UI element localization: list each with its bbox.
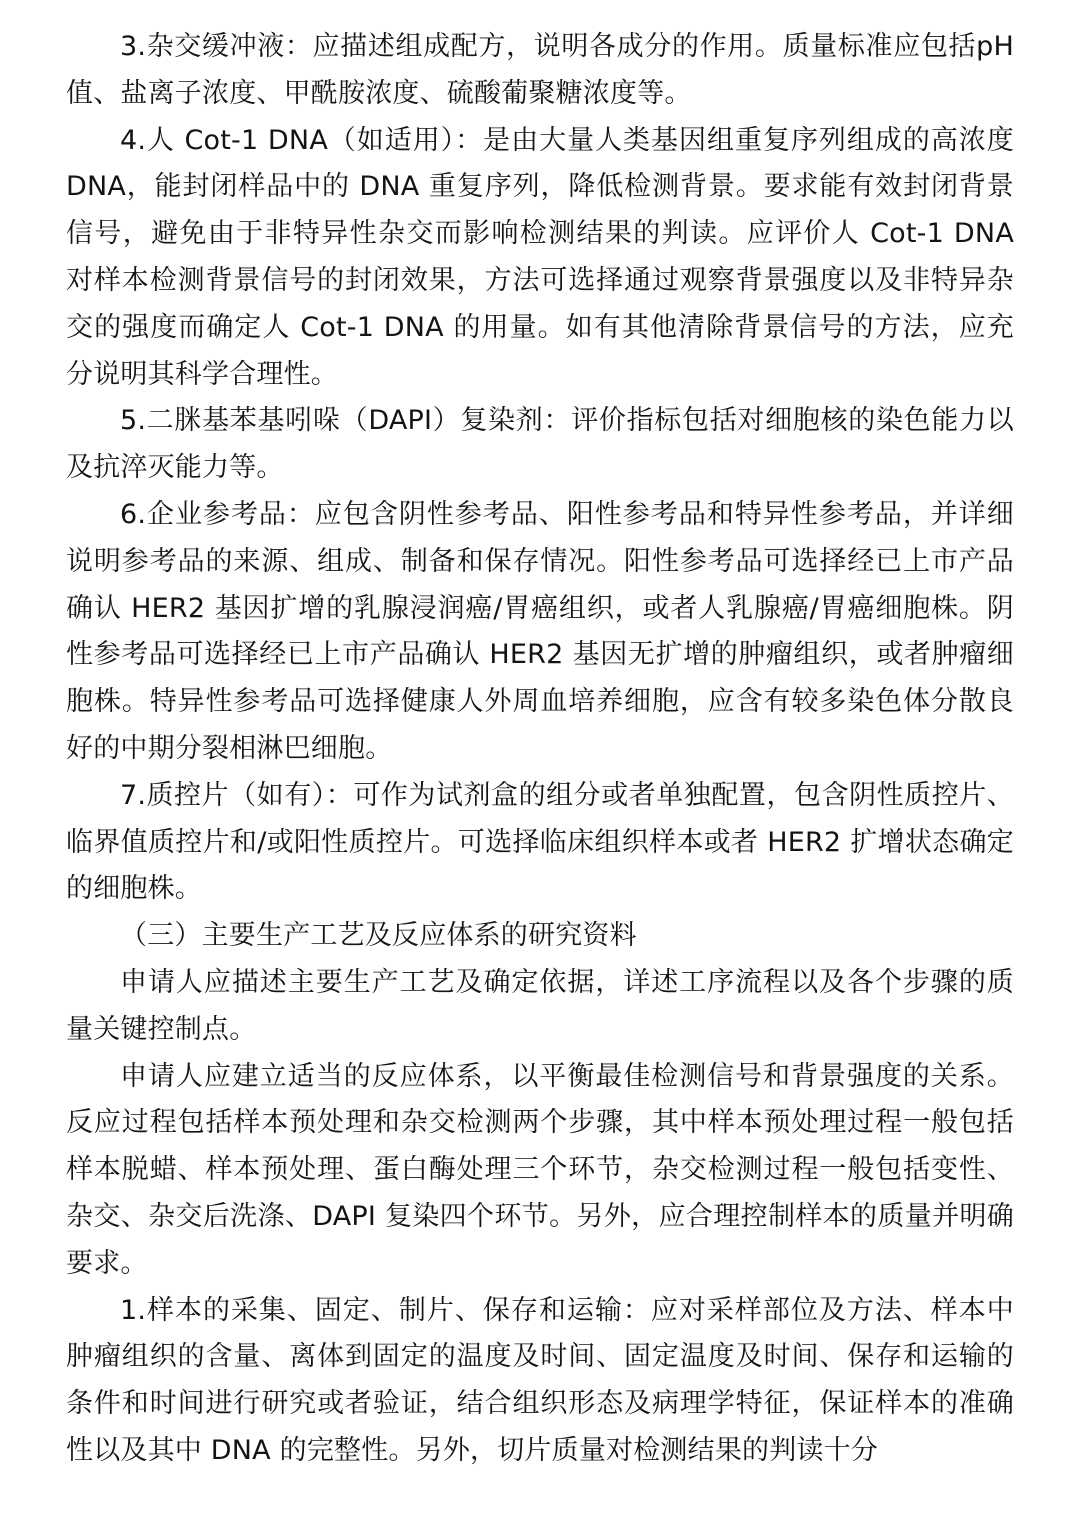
section-heading-production-process: （三）主要生产工艺及反应体系的研究资料: [120, 920, 637, 952]
paragraph-reaction-system: 申请人应建立适当的反应体系，以平衡最佳检测信号和背景强度的关系。反应过程包括样本预处理和杂交检测两个步骤，其中样本预处理过程一般包括样本脱蜡、样本预处理、蛋白酶处理三个环节，杂交检测过程一般包括变性、杂交、杂交后洗涤、DAPI 复染四个环节。另外，应合理控制样本的质量并明确要求。: [66, 1060, 1014, 1279]
paragraph-quality-control-slides: 7.质控片（如有）：可作为试剂盒的组分或者单独配置，包含阴性质控片、临界值质控片和/或阳性质控片。可选择临床组织样本或者 HER2 扩增状态确定的细胞株。: [66, 779, 1014, 905]
paragraph-hybridization-buffer: 3.杂交缓冲液：应描述组成配方，说明各成分的作用。质量标准应包括pH 值、盐离子浓度、甲酰胺浓度、硫酸葡聚糖浓度等。: [66, 31, 1014, 109]
paragraph-sample-collection: 1.样本的采集、固定、制片、保存和运输：应对采样部位及方法、样本中肿瘤组织的含量、离体到固定的温度及时间、固定温度及时间、保存和运输的条件和时间进行研究或者验证，结合组织形态及病理学特征，保证样本的准确性以及其中 DNA 的完整性。另外，切片质量对检测结果的判读十分: [66, 1294, 1014, 1466]
paragraph-production-process: 申请人应描述主要生产工艺及确定依据，详述工序流程以及各个步骤的质量关键控制点。: [66, 966, 1014, 1045]
paragraph-dapi-counterstain: 5.二脒基苯基吲哚（DAPI）复染剂：评价指标包括对细胞核的染色能力以及抗淬灭能力等。: [66, 405, 1014, 484]
paragraph-reference-materials: 6.企业参考品：应包含阴性参考品、阳性参考品和特异性参考品，并详细说明参考品的来源、组成、制备和保存情况。阳性参考品可选择经已上市产品确认 HER2 基因扩增的乳腺浸润癌/胃癌组织，或者人乳腺癌/胃癌细胞株。阴性参考品可选择经已上市产品确认 HER2 基因无扩增的肿瘤组织，或者肿瘤细胞株。特异性参考品可选择健康人外周血培养细胞，应含有较多染色体分散良好的中期分裂相淋巴细胞。: [66, 498, 1014, 764]
paragraph-cot1-dna: 4.人 Cot-1 DNA（如适用）：是由大量人类基因组重复序列组成的高浓度 DNA，能封闭样品中的 DNA 重复序列，降低检测背景。要求能有效封闭背景信号，避免由于非特异性杂交而影响检测结果的判读。应评价人 Cot-1 DNA 对样本检测背景信号的封闭效果，方法可选择通过观察背景强度以及非特异杂交的强度而确定人 Cot-1 DNA 的用量。如有其他清除背景信号的方法，应充分说明其科学合理性。: [66, 124, 1014, 390]
